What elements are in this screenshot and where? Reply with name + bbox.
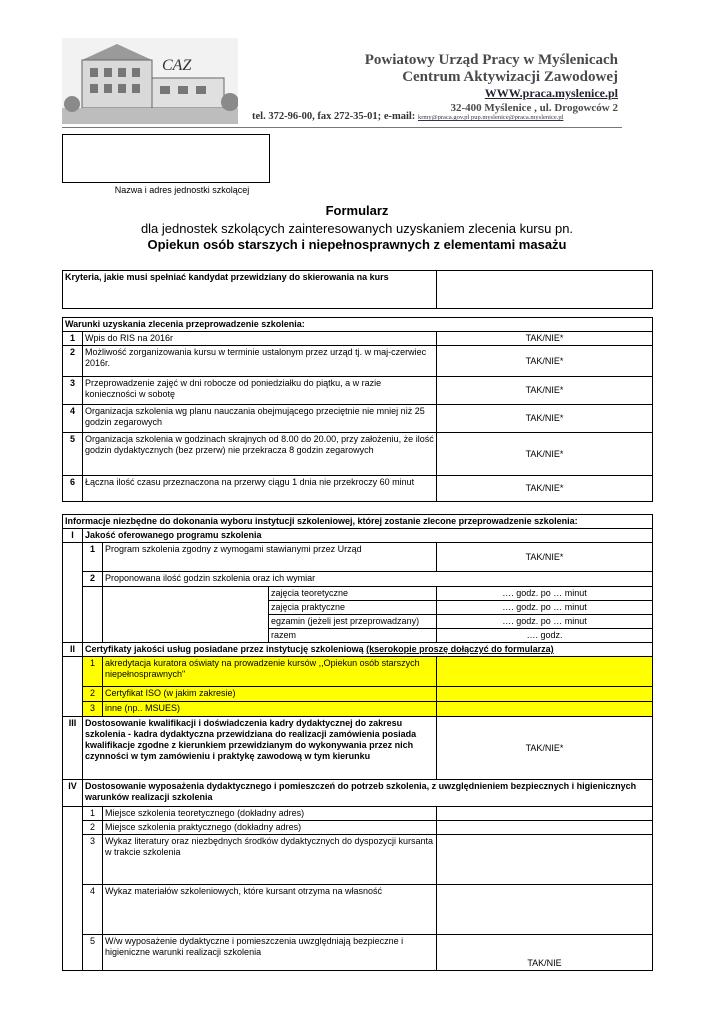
table-row: [63, 717, 653, 780]
certificates-title: Certyfikaty jakości usług posiadane przez instytucję szkoleniową: [85, 644, 364, 654]
row-number: 1: [63, 332, 83, 346]
hours-row: [63, 629, 653, 643]
email-label: e-mail:: [383, 111, 416, 122]
hours-row: [63, 601, 653, 615]
hours-label: zajęcia teoretyczne: [269, 587, 437, 601]
row-number: 6: [63, 476, 83, 502]
unit-name-box[interactable]: [62, 134, 270, 183]
section-number: IV: [63, 780, 83, 807]
table-row: [63, 346, 653, 377]
condition-text: Organizacja szkolenia wg planu nauczania obejmującego przeciętnie nie mniej niż 25 godzin zegarowych: [83, 405, 437, 433]
hours-row: [63, 615, 653, 629]
equipment-answer-cell[interactable]: [437, 821, 653, 835]
program-compliance-text: Program szkolenia zgodny z wymogami stawianymi przez Urząd: [103, 543, 437, 572]
table-row: [63, 657, 653, 687]
equipment-text: W/w wyposażenie dydaktyczne i pomieszczenia uwzględniają bezpieczne i higieniczne warunki realizacji szkolenia: [103, 935, 437, 971]
table-row: [63, 885, 653, 935]
equipment-answer-cell[interactable]: [437, 835, 653, 885]
selection-info-header: Informacje niezbędne do dokonania wyboru instytucji szkoleniowej, której zostanie zlecone przeprowadzenie szkolenia:: [63, 515, 653, 529]
condition-text: Łączna ilość czasu przeznaczona na przerwy ciągu 1 dnia nie przekroczy 60 minut: [83, 476, 437, 502]
table-row: [63, 821, 653, 835]
certificate-answer-cell[interactable]: [437, 687, 653, 702]
table-row: [63, 476, 653, 502]
section-number: II: [63, 643, 83, 657]
certificate-text: akredytacja kuratora oświaty na prowadzenie kursów ,,Opiekun osób starszych niepełnosprawnych": [103, 657, 437, 687]
row-number: 1: [83, 807, 103, 821]
org-address: 32-400 Myślenice , ul. Drogowców 2: [450, 102, 618, 114]
section-number: I: [63, 529, 83, 543]
form-title: Formularz: [325, 203, 389, 218]
certificate-text: inne (np.. MSUES): [103, 702, 437, 717]
hours-row: [63, 587, 653, 601]
criteria-label: Kryteria, jakie musi spełniać kandydat przewidziany do skierowania na kurs: [63, 271, 437, 309]
equipment-answer-cell[interactable]: [437, 885, 653, 935]
condition-text: Organizacja szkolenia w godzinach skrajnych od 8.00 do 20.00, przy założeniu, że ilość godzin dydaktycznych (bez przerw) nie przekracza 8 godzin zegarowych: [83, 433, 437, 476]
section-title: [83, 643, 653, 657]
row-number: 4: [83, 885, 103, 935]
criteria-answer-cell[interactable]: [437, 271, 653, 309]
staff-qualifications-text: Dostosowanie kwalifikacji i doświadczenia kadry dydaktycznej do zakresu szkolenia - kadra dydaktyczna przewidziana do realizacji zamówienia posiada kwalifikacje zgodne z kierunkiem przewidzianym do wykonywania przez nich czynności w tym zamówieniu i praktykę zawodową w tym kierunku: [83, 717, 437, 780]
yes-no-field[interactable]: TAK/NIE*: [437, 405, 653, 433]
form-subtitle: dla jednostek szkolących zainteresowanych uzyskaniem zlecenia kursu pn.: [140, 221, 574, 236]
header-divider: [62, 127, 622, 128]
selection-info-table: [62, 514, 653, 971]
row-number: 1: [83, 543, 103, 572]
table-row: [63, 835, 653, 885]
row-number: 3: [63, 377, 83, 405]
hours-value[interactable]: …. godz. po … minut: [437, 615, 653, 629]
hours-text: Proponowana ilość godzin szkolenia oraz ich wymiar: [103, 572, 653, 587]
equipment-answer-cell[interactable]: [437, 807, 653, 821]
yes-no-field[interactable]: TAK/NIE*: [437, 346, 653, 377]
email-links[interactable]: krmy@praca.gov.pl pup.myslenice@praca.myslenice.pl: [417, 114, 564, 121]
svg-text:CAZ: CAZ: [162, 57, 192, 74]
hours-value[interactable]: …. godz. po … minut: [437, 587, 653, 601]
row-number: 2: [63, 346, 83, 377]
table-row: [63, 377, 653, 405]
section-title: Dostosowanie wyposażenia dydaktycznego i pomieszczeń do potrzeb szkolenia, z uwzględnieniem bezpiecznych i higienicznych warunków realizacji szkolenia: [83, 780, 653, 807]
logo: [62, 38, 238, 124]
table-row: [63, 543, 653, 572]
org-name: Powiatowy Urząd Pracy w Myślenicach: [364, 52, 618, 68]
condition-text: Wpis do RIS na 2016r: [83, 332, 437, 346]
hours-label: egzamin (jeżeli jest przeprowadzany): [269, 615, 437, 629]
table-row: [63, 935, 653, 971]
unit-name-label: Nazwa i adres jednostki szkolącej: [114, 185, 250, 195]
row-number: 3: [83, 835, 103, 885]
hours-value[interactable]: …. godz.: [437, 629, 653, 643]
condition-text: Przeprowadzenie zajęć w dni robocze od poniedziałku do piątku, a w razie konieczności w sobotę: [83, 377, 437, 405]
hours-label: zajęcia praktyczne: [269, 601, 437, 615]
row-number: 2: [83, 687, 103, 702]
row-number: 4: [63, 405, 83, 433]
table-row: [63, 807, 653, 821]
table-row: [63, 702, 653, 717]
organization-header: [300, 52, 618, 115]
yes-no-field[interactable]: TAK/NIE*: [437, 433, 653, 476]
row-number: 3: [83, 702, 103, 717]
section-title: Jakość oferowanego programu szkolenia: [83, 529, 653, 543]
org-website-link[interactable]: WWW.praca.myslenice.pl: [484, 86, 618, 100]
equipment-text: Miejsce szkolenia teoretycznego (dokładny adres): [103, 807, 437, 821]
row-number: 2: [83, 572, 103, 587]
row-number: 2: [83, 821, 103, 835]
contact-line: [252, 111, 622, 122]
equipment-text: Wykaz materiałów szkoleniowych, które kursant otrzyma na własność: [103, 885, 437, 935]
building-logo-icon: [62, 38, 238, 124]
certificates-note: (kserokopie proszę dołączyć do formularza): [366, 644, 554, 654]
yes-no-field[interactable]: TAK/NIE*: [437, 717, 653, 780]
table-row: [63, 332, 653, 346]
hours-value[interactable]: …. godz. po … minut: [437, 601, 653, 615]
table-row: [63, 433, 653, 476]
row-number: 5: [83, 935, 103, 971]
org-department: Centrum Aktywizacji Zawodowej: [402, 69, 618, 85]
conditions-header: Warunki uzyskania zlecenia przeprowadzenie szkolenia:: [63, 318, 653, 332]
certificate-answer-cell[interactable]: [437, 657, 653, 687]
phone-fax: tel. 372-96-00, fax 272-35-01;: [252, 111, 382, 122]
yes-no-field[interactable]: TAK/NIE*: [437, 476, 653, 502]
section-number: III: [63, 717, 83, 780]
certificate-answer-cell[interactable]: [437, 702, 653, 717]
table-row: [63, 687, 653, 702]
equipment-text: Wykaz literatury oraz niezbędnych środków dydaktycznych do dyspozycji kursanta w trakcie szkolenia: [103, 835, 437, 885]
yes-no-field[interactable]: TAK/NIE*: [437, 543, 653, 572]
row-number: 5: [63, 433, 83, 476]
course-name: Opiekun osób starszych i niepełnosprawnych z elementami masażu: [147, 237, 567, 252]
yes-no-field[interactable]: TAK/NIE: [437, 935, 653, 971]
criteria-table: [62, 270, 653, 309]
equipment-text: Miejsce szkolenia praktycznego (dokładny adres): [103, 821, 437, 835]
certificate-text: Certyfikat ISO (w jakim zakresie): [103, 687, 437, 702]
yes-no-field[interactable]: TAK/NIE*: [437, 377, 653, 405]
row-number: 1: [83, 657, 103, 687]
conditions-table: [62, 317, 653, 502]
condition-text: Możliwość zorganizowania kursu w terminie ustalonym przez urząd tj. w maj-czerwiec 2016r.: [83, 346, 437, 377]
table-row: [63, 405, 653, 433]
hours-label: razem: [269, 629, 437, 643]
yes-no-field[interactable]: TAK/NIE*: [437, 332, 653, 346]
table-row: [63, 572, 653, 587]
